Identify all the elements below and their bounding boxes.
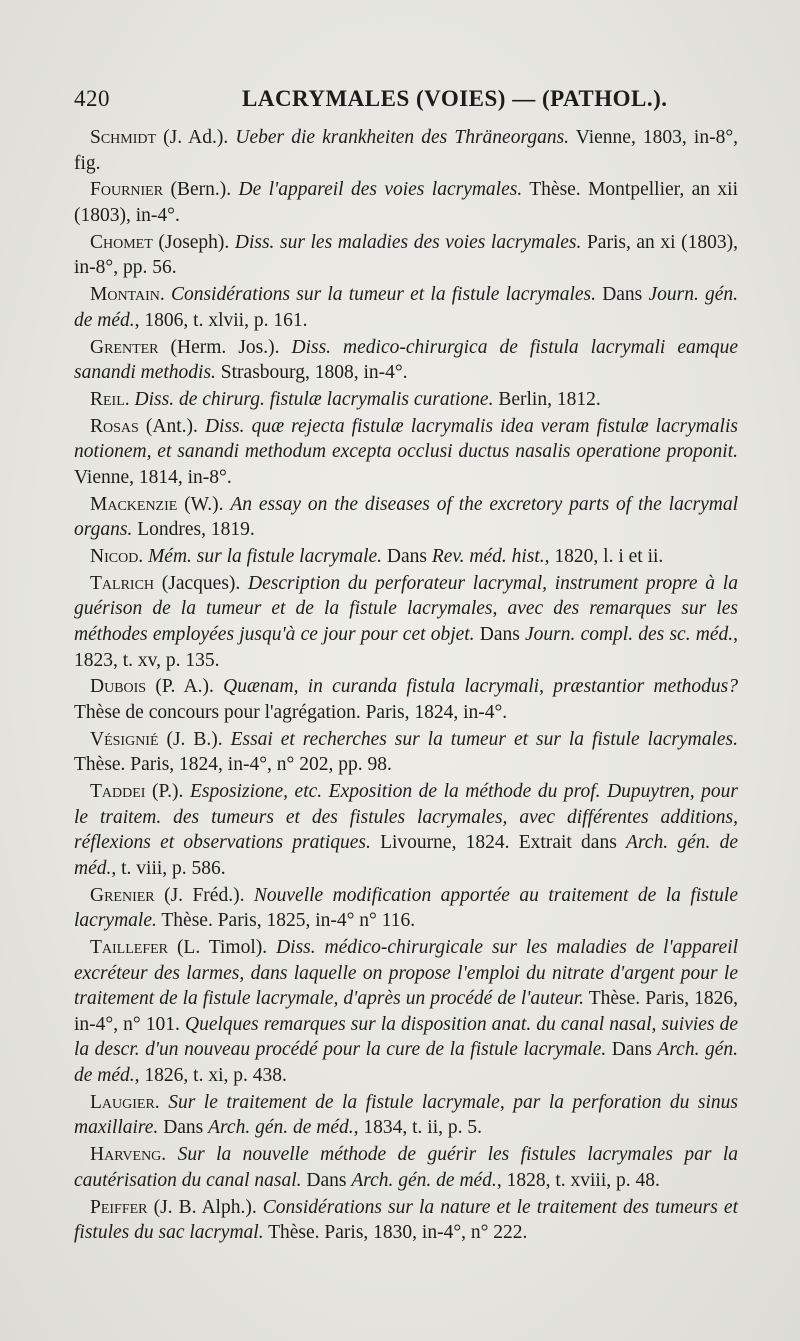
entry-publication: Thèse de concours pour l'agrégation. Paris, 1824, in-4°. [74,701,508,723]
bibliography-entry [74,414,738,491]
entry-author: Grenter [90,336,159,358]
entry-author: Taillefer [90,937,169,959]
entry-publication-3: , 1826, t. xi, p. 438. [134,1065,287,1086]
bibliography-entry [74,387,738,413]
entry-publication: Dans [158,1117,209,1139]
entry-publication-2: , 1823, t. xv, p. 135. [74,623,738,671]
bibliography-entry [74,571,738,673]
bibliography-entry [74,883,738,934]
entry-publication: Dans [596,284,649,306]
page-header [74,86,738,116]
bibliography-entry [74,674,738,725]
entry-title-2: Arch. gén. de méd. [74,832,738,879]
entry-author: Vésignié [90,728,159,750]
bibliography-entry [74,544,738,570]
entry-initials: (P. A.). [146,676,224,698]
entry-title: Diss. quæ rejecta fistulæ lacrymalis idea veram fistulæ lacrymalis notionem, et sanandi methodum excepta occlusi ductus nasalis operatione proponit. [74,415,738,463]
entry-publication: Thèse. Paris, 1825, in-4° n° 116. [156,910,416,932]
entry-title: Sur le traitement de la fistule lacrymale, par la perforation du sinus maxillaire. [74,1091,739,1139]
entry-publication: Thèse. Montpellier, an xii (1803), in-4°. [74,179,738,226]
entry-title: Ueber die krankheiten des Thräneorgans. [235,127,570,148]
entry-title-2: Rev. méd. hist. [431,546,545,567]
entry-title: Diss. medico-chirurgica de fistula lacrymali eamque sanandi methodis. [74,336,738,384]
entry-author: Laugier. [90,1091,160,1113]
entry-author: Talrich [90,572,155,594]
bibliography-list [74,125,738,1247]
entry-publication: Dans [474,623,526,645]
entry-title: Nouvelle modification apportée au traitement de la fistule lacrymale. [74,884,738,932]
entry-initials: (L. Timol). [168,937,277,959]
entry-publication: Dans [301,1169,352,1191]
entry-publication: Paris, an xi (1803), in-8°, pp. 56. [74,231,738,279]
entry-initials: (Joseph). [152,231,235,253]
entry-title-3: Arch. gén. de méd. [74,1039,739,1086]
entry-title: Mém. sur la fistule lacrymale. [148,546,383,567]
entry-author: Schmidt [90,127,157,148]
entry-title-2: Arch. gén. de méd. [351,1169,497,1191]
entry-author: Taddei [90,781,146,803]
bibliography-entry [74,230,738,281]
entry-initials: (P.). [145,781,190,803]
entry-publication-2: , t. viii, p. 586. [111,857,226,879]
entry-initials [166,1144,177,1165]
entry-initials: (W.). [177,493,231,515]
bibliography-entry [74,335,738,386]
entry-publication: Vienne, 1803, in-8°, fig. [74,127,738,174]
entry-publication: Thèse. Paris, 1824, in-4°, n° 202, pp. 98. [74,754,392,776]
entry-title: Considérations sur la nature et le traitement des tumeurs et fistules du sac lacrymal. [74,1196,738,1244]
entry-publication-2: , 1806, t. xlvii, p. 161. [134,309,308,331]
entry-author: Reil. [90,388,130,410]
entry-title: Sur la nouvelle méthode de guérir les fistules lacrymales par la cautérisation du canal nasal. [74,1144,738,1191]
bibliography-entry [74,282,738,333]
entry-publication-2: Dans [606,1039,658,1061]
entry-title: Diss. sur les maladies des voies lacrymales. [234,231,582,253]
entry-title: An essay on the diseases of the excretory parts of the lacrymal organs. [74,493,738,541]
entry-initials: (J. Ad.). [156,127,236,148]
entry-initials: (J. B.). [158,728,231,750]
entry-publication-2: , 1834, t. ii, p. 5. [353,1117,483,1139]
entry-author: Fournier [90,179,164,201]
entry-initials: (Bern.). [163,179,239,201]
bibliography-entry [74,1090,738,1141]
entry-initials: (Jacques). [154,572,249,594]
entry-publication: Strasbourg, 1808, in-4°. [215,362,408,384]
entry-title-2: Journ. gén. de méd. [74,284,739,331]
entry-initials: (Herm. Jos.). [158,336,292,358]
entry-author: Dubois [90,676,147,698]
bibliography-entry [74,727,738,778]
entry-author: Montain. [90,284,165,306]
entry-publication: Vienne, 1814, in-8°. [74,466,232,488]
entry-title: Description du perforateur lacrymal, instrument propre à la guérison de la tumeur et de la fistule lacrymales, avec des remarques sur les méthodes employées jusqu'à ce jour pour cet objet. [74,572,738,645]
entry-title-2: Quelques remarques sur la disposition anat. du canal nasal, suivies de la descr. d'un nouveau procédé pour la cure de la fistule lacrymale. [74,1013,738,1061]
entry-initials [160,1092,169,1113]
entry-title-2: Journ. compl. des sc. méd. [525,623,734,645]
running-head: LACRYMALES (VOIES) — (PATHOL.). [242,86,668,111]
entry-title: De l'appareil des voies lacrymales. [238,179,523,201]
entry-publication-2: , 1828, t. xviii, p. 48. [496,1169,660,1191]
entry-author: Rosas [90,415,139,437]
entry-initials: (J. B. Alph.). [147,1196,263,1218]
entry-author: Peiffer [90,1196,148,1218]
bibliography-entry [74,177,738,228]
bibliography-entry [74,935,738,1089]
entry-title: Quænam, in curanda fistula lacrymali, præstantior methodus? [223,676,738,698]
entry-publication: Dans [382,546,432,567]
entry-title: Considérations sur la tumeur et la fistule lacrymales. [170,284,597,306]
bibliography-entry [74,779,738,881]
entry-author: Chomet [90,231,153,253]
entry-title: Esposizione, etc. Exposition de la méthode du prof. Dupuytren, pour le traitem. des tumeurs et des fistules lacrymales, avec différentes additions, réflexions et observations pratiques. [74,781,739,854]
entry-publication: Berlin, 1812. [493,388,601,410]
entry-title-2: Arch. gén. de méd. [208,1117,354,1139]
entry-author: Mackenzie [90,493,178,515]
entry-publication: Thèse. Paris, 1826, in-4°, n° 101. [74,988,738,1035]
entry-publication: Thèse. Paris, 1830, in-4°, n° 222. [263,1222,528,1244]
entry-publication: Livourne, 1824. Extrait dans [370,832,627,854]
entry-publication-2: , 1820, l. i et ii. [544,546,664,567]
entry-initials: (J. Fréd.). [154,884,254,906]
page-number: 420 [74,86,110,111]
entry-initials: (Ant.). [138,415,205,437]
bibliography-entry [74,492,738,543]
bibliography-entry [74,1142,738,1193]
bibliography-entry [74,1195,738,1246]
entry-author: Harveng. [90,1144,167,1166]
bibliography-entry [74,125,738,176]
entry-title: Diss. de chirurg. fistulæ lacrymalis curatione. [134,388,494,410]
entry-publication: Londres, 1819. [132,519,255,541]
entry-title: Essai et recherches sur la tumeur et sur la fistule lacrymales. [230,728,738,750]
entry-author: Nicod. [90,546,144,567]
entry-author: Grenier [90,884,155,906]
entry-title: Diss. médico-chirurgicale sur les maladies de l'appareil excréteur des larmes, dans laquelle on propose l'emploi du nitrate d'argent pour le traitement de la fistule lacrymale, d'après un procédé de l'auteur. [74,937,738,1010]
